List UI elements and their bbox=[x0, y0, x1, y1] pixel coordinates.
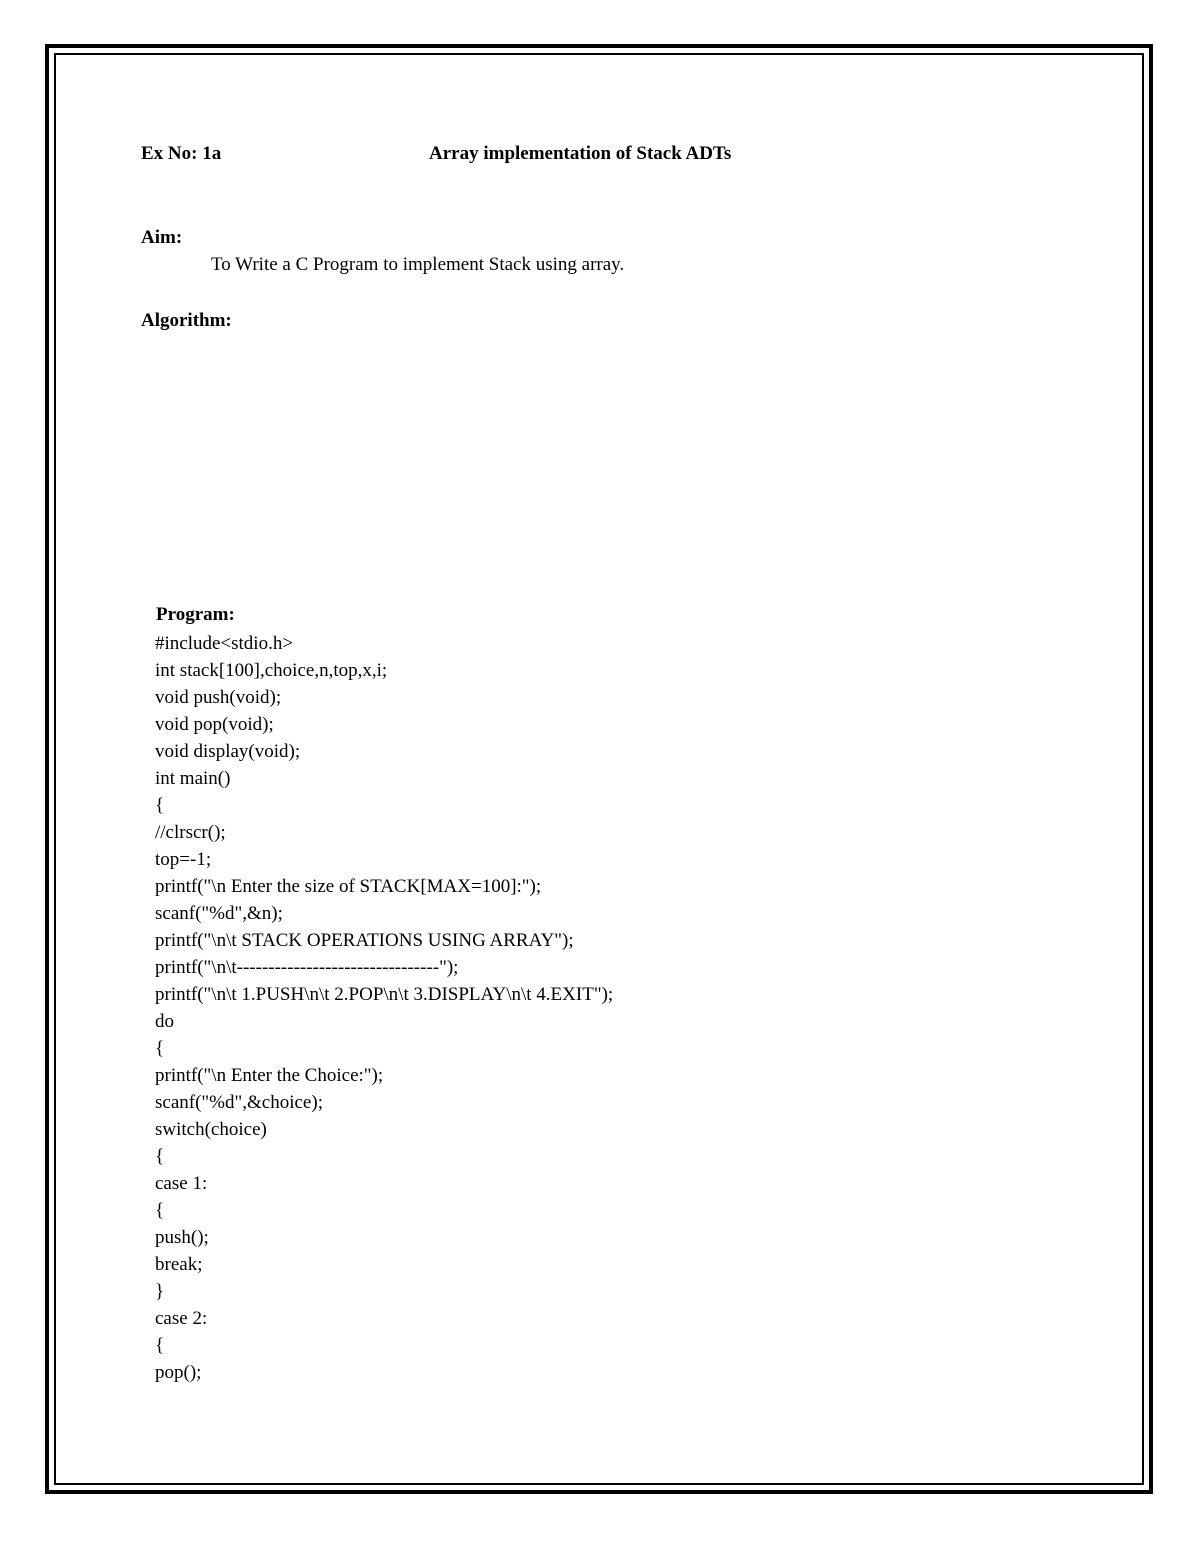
code-line: void display(void); bbox=[155, 741, 301, 762]
code-line: { bbox=[155, 1038, 165, 1059]
code-line: push(); bbox=[155, 1227, 209, 1248]
exercise-title: Array implementation of Stack ADTs bbox=[429, 143, 732, 164]
program-heading: Program: bbox=[156, 604, 235, 625]
aim-text: To Write a C Program to implement Stack using array. bbox=[211, 254, 625, 275]
code-line: scanf("%d",&choice); bbox=[155, 1092, 323, 1113]
code-line: printf("\n\t STACK OPERATIONS USING ARRAY"); bbox=[155, 930, 574, 951]
code-line: { bbox=[155, 1200, 165, 1221]
code-line: printf("\n Enter the size of STACK[MAX=100]:"); bbox=[155, 876, 542, 897]
code-line: case 2: bbox=[155, 1308, 208, 1329]
code-line: scanf("%d",&n); bbox=[155, 903, 283, 924]
code-line: { bbox=[155, 1146, 165, 1167]
aim-heading: Aim: bbox=[141, 227, 183, 248]
program-code bbox=[155, 630, 613, 1386]
exercise-number: Ex No: 1a bbox=[141, 143, 222, 164]
code-line: printf("\n Enter the Choice:"); bbox=[155, 1065, 384, 1086]
code-line: #include<stdio.h> bbox=[155, 633, 294, 654]
code-line: switch(choice) bbox=[155, 1119, 267, 1140]
code-line: int main() bbox=[155, 768, 231, 789]
code-line: case 1: bbox=[155, 1173, 208, 1194]
code-line: //clrscr(); bbox=[155, 822, 226, 843]
code-line: { bbox=[155, 795, 165, 816]
code-line: pop(); bbox=[155, 1362, 202, 1383]
code-line: printf("\n\t 1.PUSH\n\t 2.POP\n\t 3.DISPLAY\n\t 4.EXIT"); bbox=[155, 984, 614, 1005]
code-line: do bbox=[155, 1011, 174, 1032]
code-line: printf("\n\t--------------------------------"); bbox=[155, 957, 459, 978]
code-line: int stack[100],choice,n,top,x,i; bbox=[155, 660, 388, 681]
code-line: { bbox=[155, 1335, 165, 1356]
code-line: top=-1; bbox=[155, 849, 212, 870]
code-line: void pop(void); bbox=[155, 714, 274, 735]
code-line: void push(void); bbox=[155, 687, 282, 708]
algorithm-heading: Algorithm: bbox=[141, 310, 232, 331]
code-line: break; bbox=[155, 1254, 203, 1275]
code-line: } bbox=[155, 1281, 165, 1302]
